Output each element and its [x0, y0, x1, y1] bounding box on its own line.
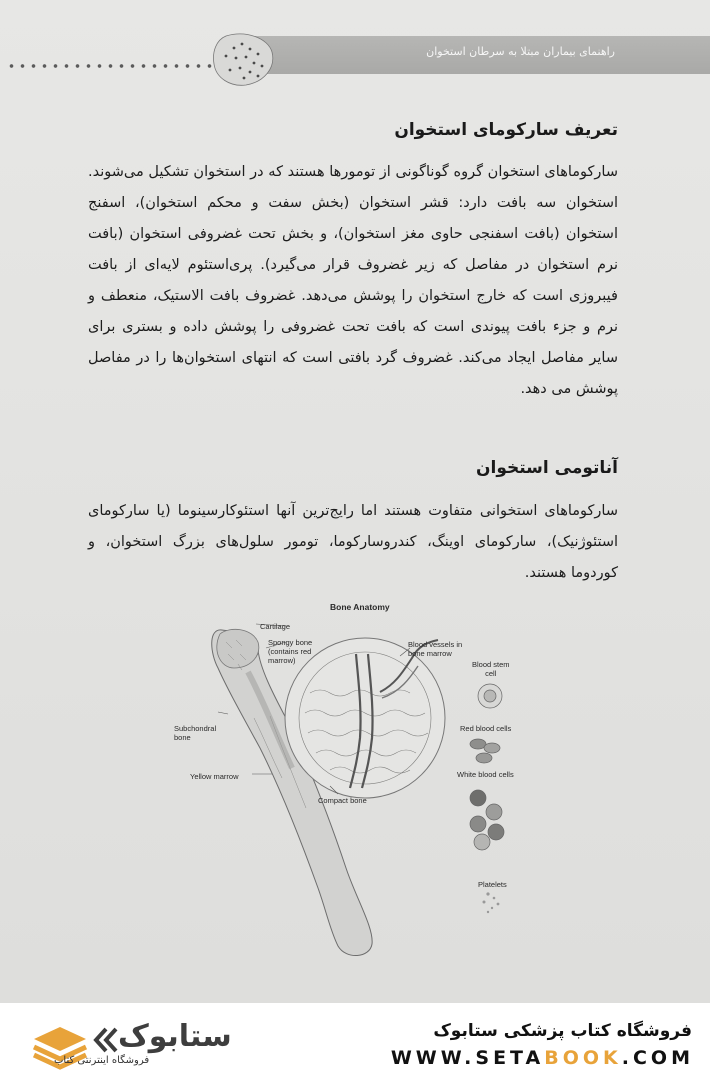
logo-wordmark: ستابوک: [118, 1019, 232, 1054]
section-body-definition: [88, 157, 618, 405]
paragraph-definition: سارکوماهای استخوان گروه گوناگونی از تومورها هستند که در استخوان تشکیل می‌شوند. استخوان سه بافت دارد: قشر استخوان (بخش سفت و محکم استخوان)، اسفنج استخوان (بافت اسفنجی حاوی مغز استخوان)، و بخش تحت غضروفی استخوان (بافت نرم استخوان در مفاصل که زیر غضروف قرار می‌گیرد). پری‌استئوم لایه‌ای از بافت فیبروزی است که خارج استخوان را پوشش می‌دهد. غضروف بافت الاستیک، منعطف و نرم و جزء بافت پیوندی است که بافت تحت غضروفی را پوشش داده و بستری برای سایر مفاصل ایجاد می‌کند. غضروف گرد بافتی است که انتهای استخوان‌ها را در مفاصل پوشش می دهد.: [88, 164, 618, 397]
label-subchondral-bone: Subchondral bone: [174, 724, 217, 742]
label-blood-stem-cell: Blood stem cell: [472, 660, 510, 678]
store-url-prefix: WWW.SETA: [390, 1047, 545, 1069]
label-compact-bone: Compact bone: [318, 796, 367, 805]
store-name: فروشگاه کتاب پزشکی ستابوک: [433, 1021, 692, 1041]
section-heading-bone-sarcoma-definition: تعریف سارکومای استخوان: [394, 120, 618, 140]
label-red-blood-cells: Red blood cells: [460, 724, 512, 733]
store-url-link[interactable]: [391, 1047, 694, 1069]
label-platelets: Platelets: [478, 880, 507, 889]
paragraph-anatomy: سارکوماهای استخوانی متفاوت هستند اما رایج‌ترین آنها استئوکارسینوما (یا سارکومای استئوژنیک)، سارکومای اوینگ، کندروسارکوما، تومور سلول‌های بزرگ استخوان، و کوردوما هستند.: [88, 503, 618, 581]
running-header-title: راهنمای بیماران مبتلا به سرطان استخوان: [426, 45, 615, 58]
label-white-blood-cells: White blood cells: [457, 770, 514, 779]
label-cartilage: Cartilage: [260, 622, 291, 631]
figure-title: Bone Anatomy: [330, 602, 390, 612]
store-footer-banner: [0, 1003, 710, 1080]
section-body-anatomy: [88, 496, 618, 589]
label-spongy-bone: Spongy bone (contains red marrow): [268, 638, 313, 665]
header-dotted-rule: [6, 63, 214, 69]
section-heading-bone-anatomy: آناتومی استخوان: [475, 458, 618, 478]
bone-anatomy-figure: [160, 598, 540, 968]
running-header: [238, 36, 710, 74]
bone-anatomy-illustration: [160, 598, 540, 968]
store-logo: [30, 1019, 270, 1075]
label-yellow-marrow: Yellow marrow: [190, 772, 239, 781]
header-ornament-icon: [206, 30, 276, 88]
label-blood-vessels: Blood vessels in bone marrow: [408, 640, 463, 658]
store-url-accent: BOOK: [544, 1047, 622, 1069]
store-url-suffix: .COM: [621, 1047, 694, 1069]
double-chevron-logo-icon: [92, 1025, 118, 1055]
logo-tagline: فروشگاه اینترنتی کتاب: [54, 1055, 150, 1066]
